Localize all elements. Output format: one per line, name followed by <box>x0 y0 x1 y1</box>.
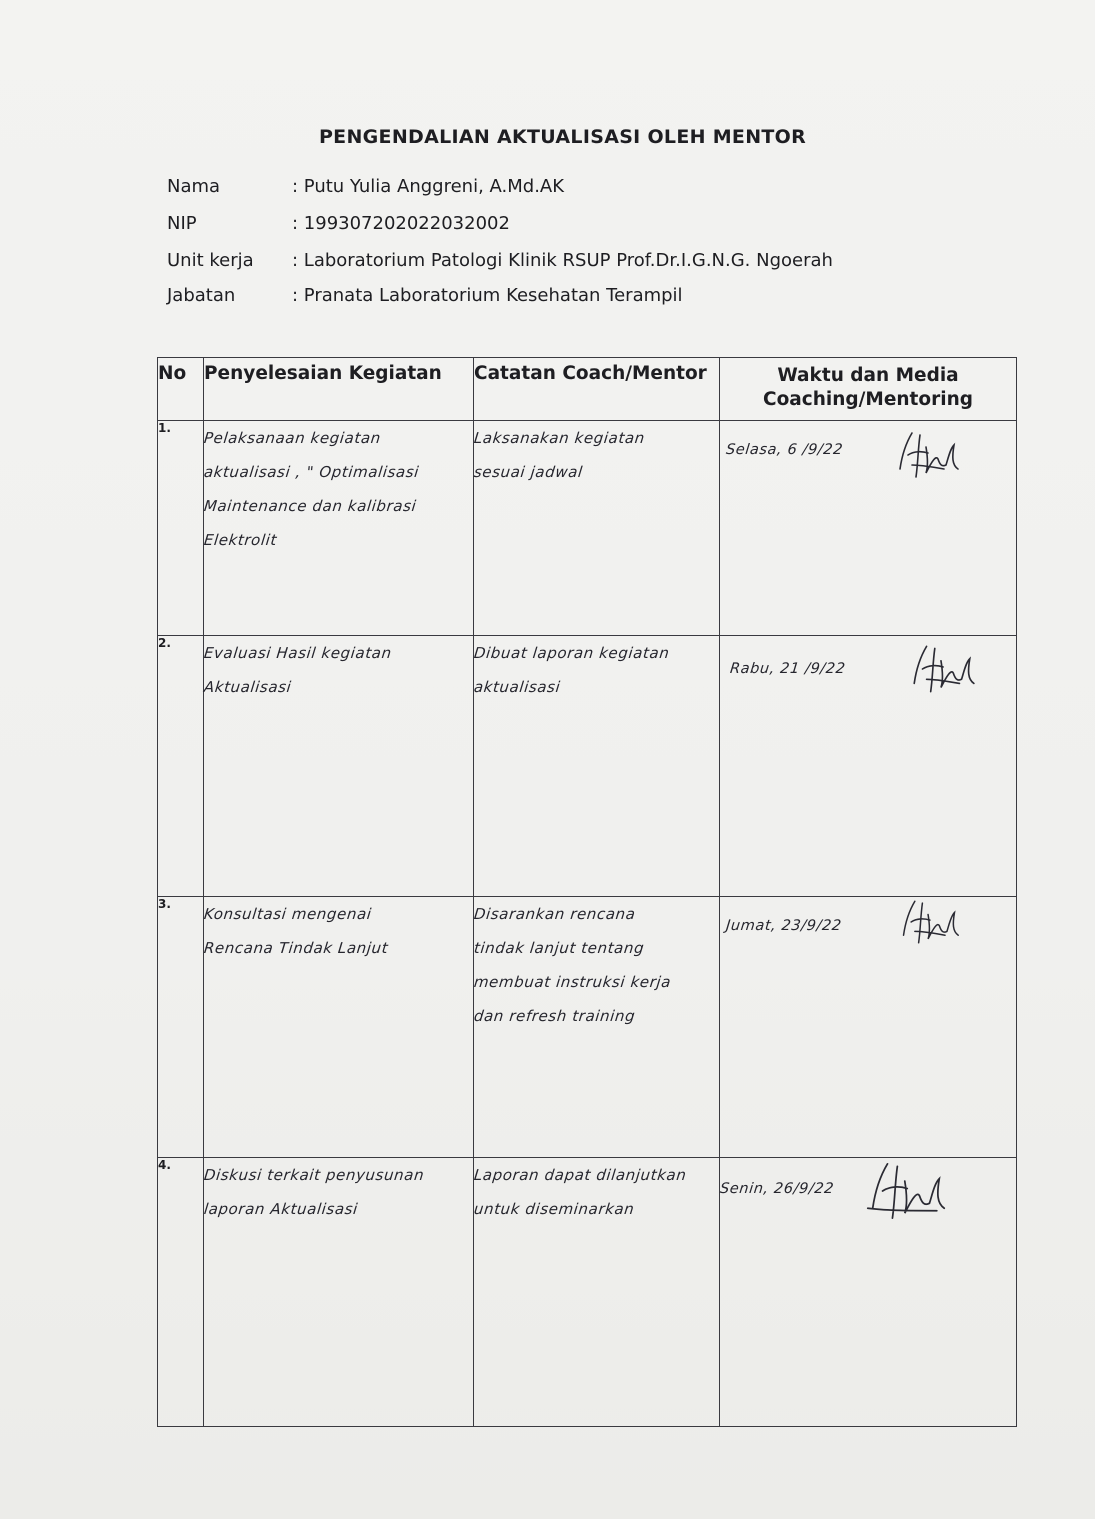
info-row-nama <box>167 176 564 202</box>
notes-cell <box>474 636 720 897</box>
activity-cell <box>204 636 474 897</box>
notes-cell <box>474 1158 720 1427</box>
activity-line: Evaluasi Hasil kegiatan <box>203 644 393 662</box>
time-cell <box>720 636 1017 897</box>
activity-line: Elektrolit <box>203 531 278 549</box>
notes-line: dan refresh training <box>473 1007 637 1025</box>
info-label: Unit kerja <box>167 250 254 271</box>
activity-line: Aktualisasi <box>203 678 293 696</box>
info-row-unit-kerja <box>167 250 833 276</box>
activity-line: Pelaksanaan kegiatan <box>203 429 382 447</box>
activity-cell <box>204 1158 474 1427</box>
activity-line: aktualisasi , " Optimalisasi <box>203 463 421 481</box>
session-date: Jumat, 23/9/22 <box>725 918 843 934</box>
table-row <box>158 636 1017 897</box>
session-date: Selasa, 6 /9/22 <box>725 442 844 458</box>
info-row-nip <box>167 213 510 239</box>
notes-line: untuk diseminarkan <box>473 1200 636 1218</box>
time-cell <box>720 421 1017 636</box>
session-date: Senin, 26/9/22 <box>719 1181 835 1197</box>
notes-cell <box>474 897 720 1158</box>
activity-line: Maintenance dan kalibrasi <box>203 497 418 515</box>
info-row-jabatan <box>167 285 683 311</box>
notes-line: aktualisasi <box>473 678 562 696</box>
notes-line: membuat instruksi kerja <box>473 973 672 991</box>
table-row <box>158 421 1017 636</box>
info-label: Jabatan <box>167 285 236 306</box>
header-time-media: Waktu dan Media Coaching/Mentoring <box>720 358 1017 421</box>
table-row <box>158 1158 1017 1427</box>
session-date: Rabu, 21 /9/22 <box>729 661 847 677</box>
row-number: 1. <box>158 421 204 636</box>
activity-line: laporan Aktualisasi <box>203 1200 359 1218</box>
notes-line: Laporan dapat dilanjutkan <box>473 1166 688 1184</box>
activity-line: Rencana Tindak Lanjut <box>203 939 390 957</box>
notes-line: sesuai jadwal <box>473 463 584 481</box>
row-number: 4. <box>158 1158 204 1427</box>
row-number: 2. <box>158 636 204 897</box>
activity-cell <box>204 421 474 636</box>
mentoring-table <box>157 357 1017 1427</box>
page-title: PENGENDALIAN AKTUALISASI OLEH MENTOR <box>318 126 807 148</box>
table-header-row <box>158 358 1017 421</box>
info-value: : Laboratorium Patologi Klinik RSUP Prof.Dr.I.G.N.G. Ngoerah <box>292 250 833 271</box>
mentor-signature <box>896 889 962 955</box>
activity-cell <box>204 897 474 1158</box>
notes-cell <box>474 421 720 636</box>
row-number: 3. <box>158 897 204 1158</box>
header-activity: Penyelesaian Kegiatan <box>204 358 474 421</box>
table-row <box>158 897 1017 1158</box>
info-label: Nama <box>167 176 221 197</box>
info-value: : Putu Yulia Anggreni, A.Md.AK <box>292 176 565 197</box>
activity-line: Diskusi terkait penyusunan <box>203 1166 426 1184</box>
mentor-signature <box>892 425 962 485</box>
info-value: : Pranata Laboratorium Kesehatan Terampil <box>292 285 683 306</box>
time-cell <box>720 1158 1017 1427</box>
notes-line: tindak lanjut tentang <box>473 939 646 957</box>
activity-line: Konsultasi mengenai <box>203 905 373 923</box>
info-value: : 199307202022032002 <box>292 213 510 234</box>
notes-line: Dibuat laporan kegiatan <box>473 644 671 662</box>
mentor-signature <box>860 1154 952 1228</box>
mentor-signature <box>906 638 978 700</box>
header-no: No <box>158 358 204 421</box>
header-notes: Catatan Coach/Mentor <box>474 358 720 421</box>
time-cell <box>720 897 1017 1158</box>
info-label: NIP <box>167 213 197 234</box>
notes-line: Disarankan rencana <box>473 905 637 923</box>
notes-line: Laksanakan kegiatan <box>473 429 646 447</box>
